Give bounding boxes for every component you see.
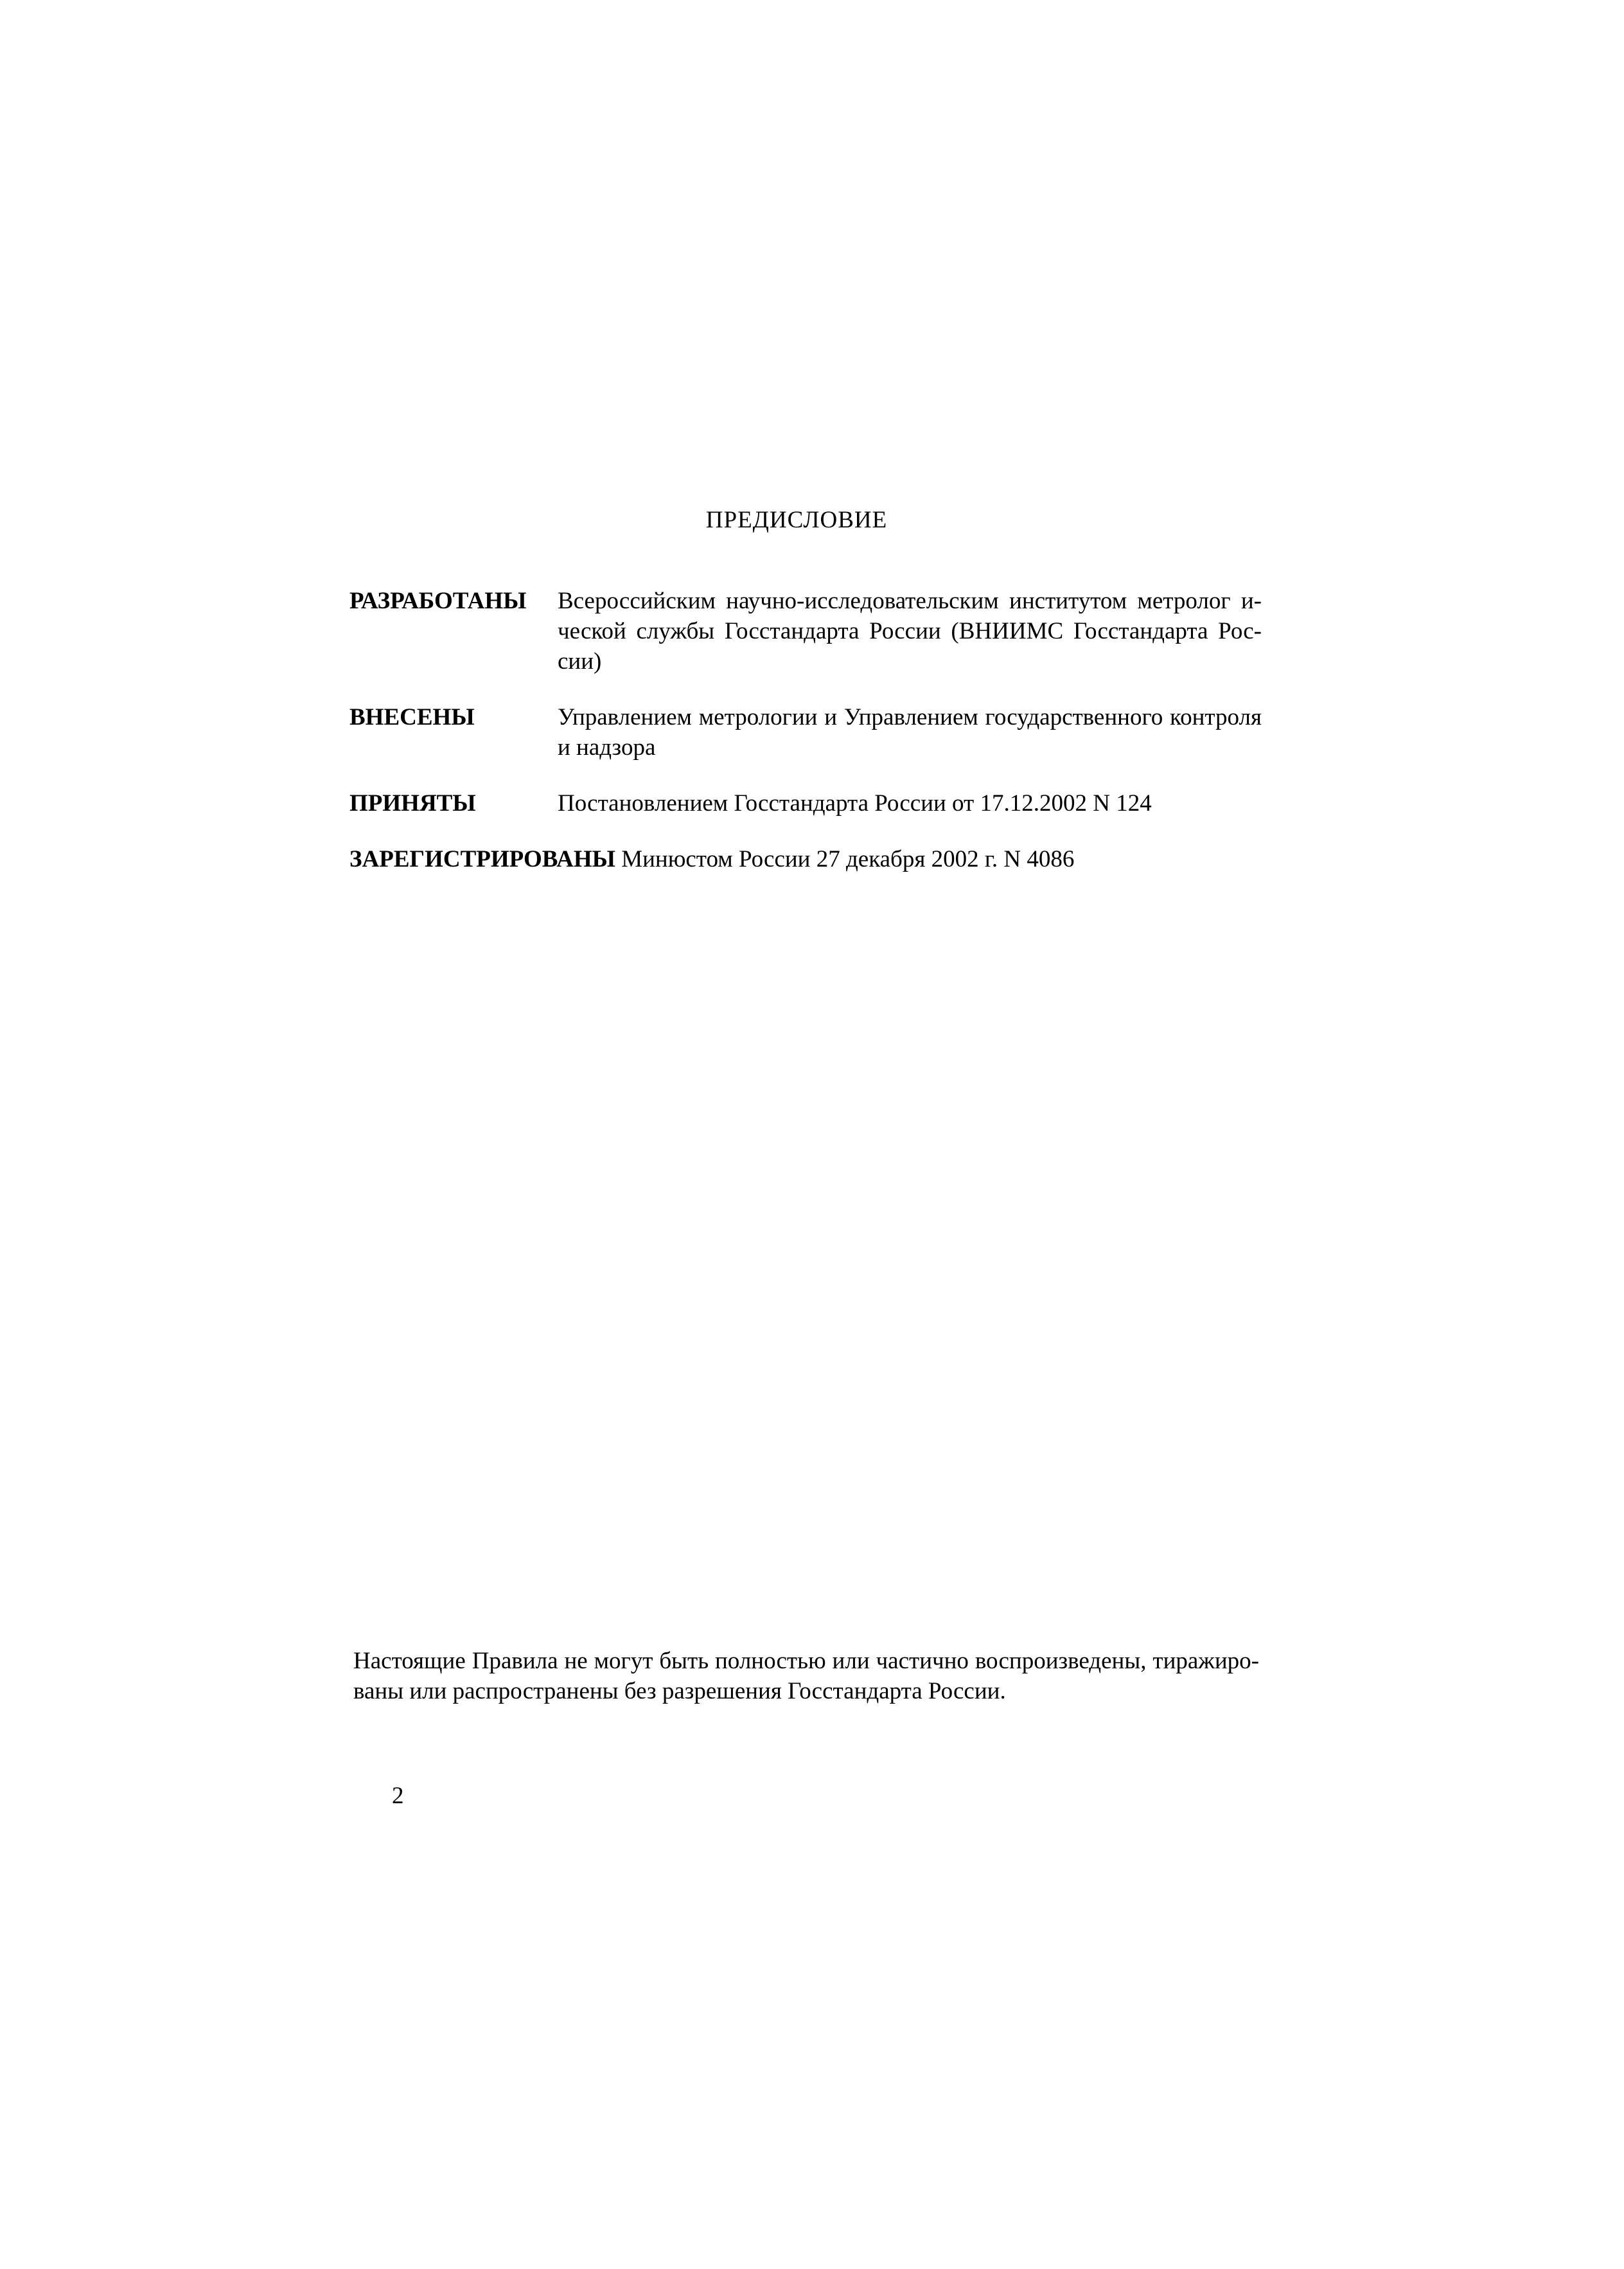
entry-label: ЗАРЕГИСТРИРОВАНЫ <box>349 846 615 872</box>
entry-label: ПРИНЯТЫ <box>349 790 476 817</box>
entry-text: Всероссийским научно-исследовательским институтом метролог и-ческой службы Госстандарта России (ВНИИМС Госстандарта Рос-сии) <box>558 588 1262 675</box>
page-title: ПРЕДИСЛОВИЕ <box>705 507 888 533</box>
entry-adopted <box>349 788 1262 818</box>
entry-label: ВНЕСЕНЫ <box>349 704 475 730</box>
entry-text: Постановлением Госстандарта России от 17.12.2002 N 124 <box>558 790 1152 817</box>
entry-developed <box>349 586 1262 676</box>
entry-introduced <box>349 702 1262 763</box>
foreword-entries <box>349 586 1262 900</box>
entry-label: РАЗРАБОТАНЫ <box>349 588 527 614</box>
entry-registered <box>349 844 1262 874</box>
copyright-notice: Настоящие Правила не могут быть полностью или частично воспроизведены, тиражиро-ваны или распространены без разрешения Госстандарта России. <box>353 1648 1259 1704</box>
page-number: 2 <box>392 1783 404 1809</box>
entry-text: Минюстом России 27 декабря 2002 г. N 4086 <box>621 846 1075 872</box>
entry-text: Управлением метрологии и Управлением государственного контроля и надзора <box>558 704 1262 761</box>
